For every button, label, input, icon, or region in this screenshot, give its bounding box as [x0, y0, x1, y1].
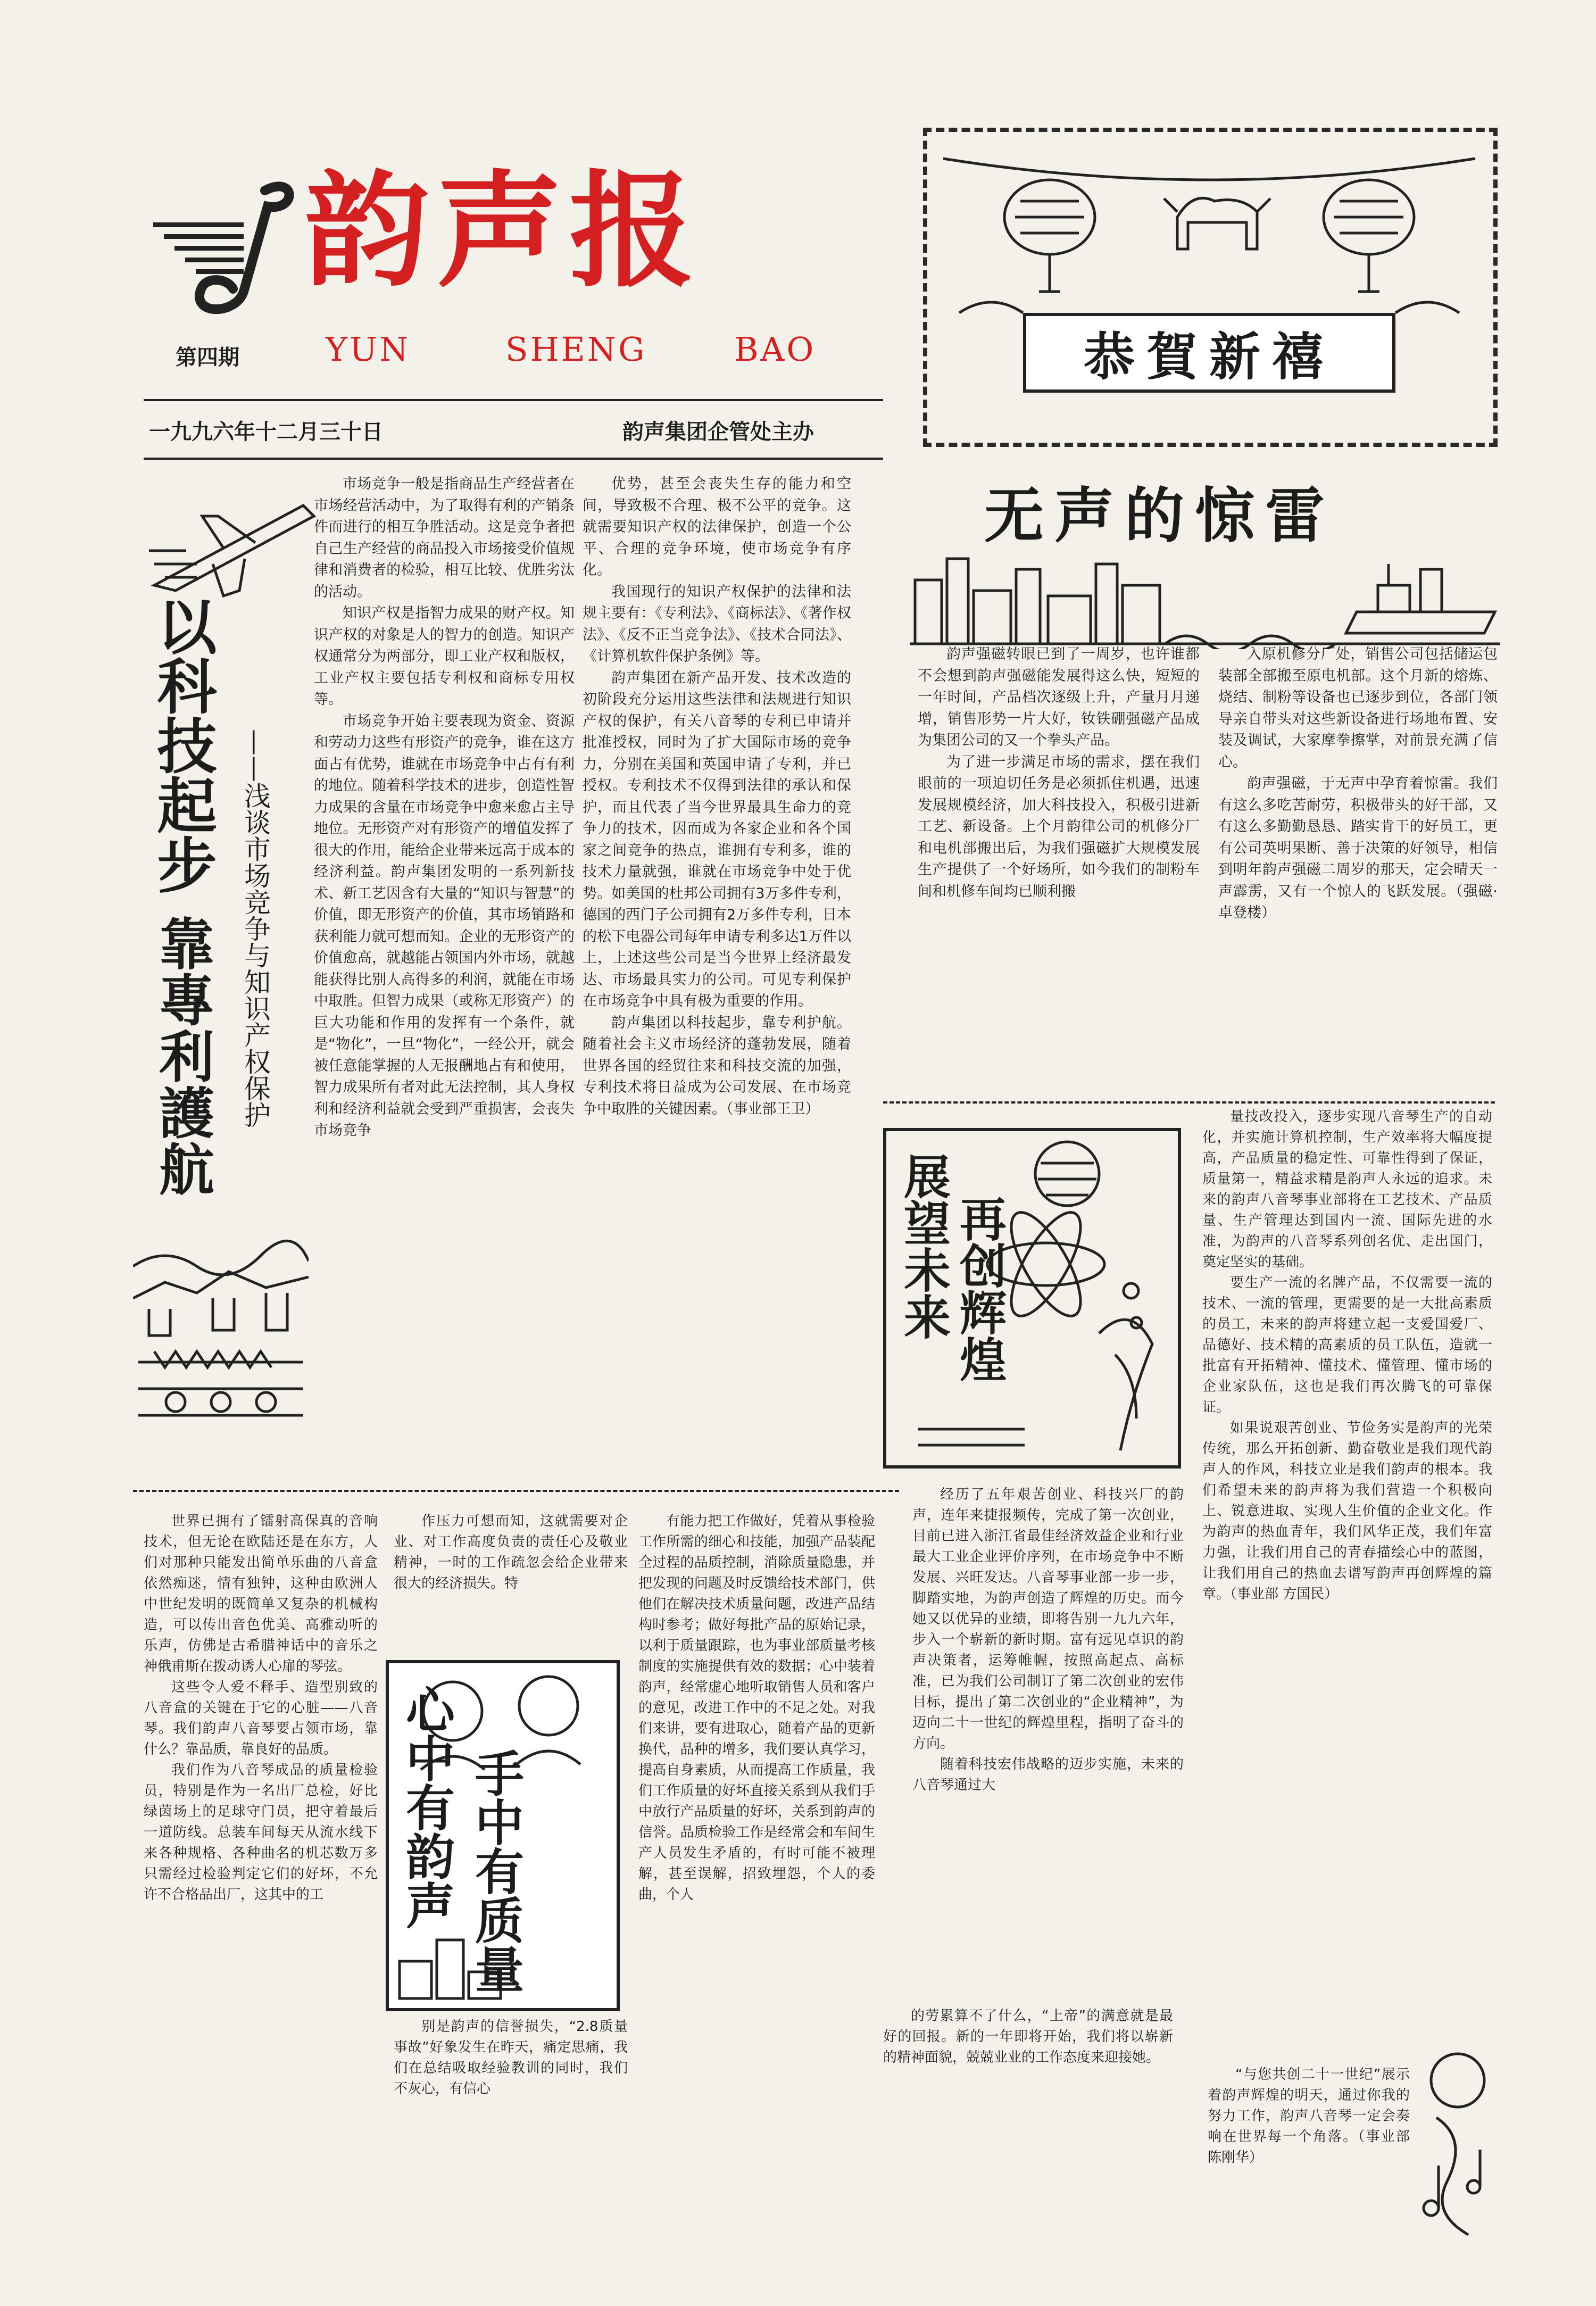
greeting-banner — [1023, 313, 1395, 393]
newspaper-title: 韵声报 — [304, 159, 702, 304]
music-note-logo-icon — [143, 169, 302, 318]
article3-headline-left: 再创辉煌 — [952, 1195, 1007, 1382]
article4-column2-bottom — [394, 2017, 628, 2283]
article3-paragraph: 如果说艰苦创业、节俭务实是韵声的光荣传统，那么开拓创新、勤奋敬业是我们现代韵声人的作风，科技立业是我们韵声的根本。我们希望未来的韵声将为我们营造一个积极向上、锐意进取、实现人生价值的企业文化。作为韵声的热血青年，我们风华正茂，我们年富力强，让我们用自己的青春描绘心中的蓝图，让我们用自己的热血去谱写韵声再创辉煌的篇章。（事业部 方国民） — [1202, 1420, 1492, 1602]
article1-paragraph: 韵声集团以科技起步，靠专利护航。随着社会主义市场经济的蓬勃发展，随着世界各国的经贸往来和科技交流的加强，专利技术将日益成为公司发展、在市场竞争中取胜的关键因素。（事业部王卫） — [583, 1014, 851, 1117]
article1-paragraph: 市场竞争一般是指商品生产经营者在市场经营活动中，为了取得有利的产销条件而进行的相互争胜活动。这是竞争者把自己生产经营的商品投入市场接受价值规律和消费者的检验，相互比较、优胜劣汰的活动。 — [314, 476, 575, 600]
article1-column1 — [314, 474, 575, 1484]
article1-subtitle: ——浅谈市场竞争与知识产权保护 — [240, 729, 271, 1128]
article4-paragraph: 别是韵声的信誉损失，“2.8质量事故”好象发生在昨天，痛定思痛，我们在总结吸取经验教训的同时，我们不灰心，有信心 — [394, 2019, 628, 2097]
article3-paragraph: 量技改投入，逐步实现八音琴生产的自动化，并实施计算机控制，生产效率将大幅度提高，产品质量的稳定性、可靠性得到了保证，质量第一，精益求精是韵声人永远的追求。未来的韵声八音琴事业部将在工艺技术、产品质量、生产管理达到国内一流、国际先进的水准，为韵声的八音琴系列创名优、走出国门，奠定坚实的基础。 — [1202, 1109, 1492, 1270]
article4-paragraph: 作压力可想而知，这就需要对企业、对工作高度负责的责任心及敬业精神，一时的工作疏忽会给企业带来很大的经济损失。特 — [394, 1513, 628, 1591]
article1-paragraph: 我国现行的知识产权保护的法律和法规主要有：《专利法》、《商标法》、《著作权法》、《反不正当竞争法》、《技术合同法》、《计算机软件保护条例》等。 — [583, 583, 851, 665]
article2-paragraph: 韵声强磁，于无声中孕育着惊雷。我们有这么多吃苦耐劳，积极带头的好干部，又有这么多勤勤恳恳、踏实肯干的好员工，更有公司英明果断、善于决策的好领导，相信到明年韵声强磁二周岁的那天，定会晴天一声霹雳，又有一个惊人的飞跃发展。（强磁·卓登楼） — [1218, 775, 1498, 921]
article4-column3 — [638, 1511, 875, 2293]
article2-paragraph: 为了进一步满足市场的需求，摆在我们眼前的一项迫切任务是必须抓住机遇，迅速发展规模经济，加大科技投入，积极引进新工艺、新设备。上个月韵律公司的机修分厂和电机部搬出后，为我们强磁扩大规模发展生产提供了一个好场所，如今我们的制粉车间和机修车间均已顺利搬 — [918, 753, 1200, 900]
lantern-ox-illustration-icon — [927, 137, 1493, 329]
city-port-illustration — [910, 543, 1500, 649]
article3-headline-box — [883, 1128, 1181, 1469]
article1-column2 — [583, 474, 851, 1484]
article2-paragraph: 韵声强磁转眼已到了一周岁，也许谁都不会想到韵声强磁能发展得这么快，短短的一年时间，产品档次逐级上升，产量月月递增，销售形势一片大好，钕铁硼强磁产品成为集团公司的又一个拳头产品。 — [918, 646, 1200, 749]
article2-column2 — [1218, 644, 1498, 1080]
article2-column1 — [918, 644, 1200, 1080]
article3-paragraph: 随着科技宏伟战略的迈步实施，未来的八音琴通过大 — [912, 1756, 1184, 1793]
article4-column2-top — [394, 1511, 628, 1655]
article4-paragraph: 有能力把工作做好，凭着从事检验工作所需的细心和技能，加强产品装配全过程的品质控制，消除质量隐患，并把发现的问题及时反馈给技术部门，供他们在解决技术质量问题，改进产品结构时参考；做好每批产品的原始记录，以利于质量跟踪，也为事业部质量考核制度的实施提供有效的数据；心中装着韵声，经常虚心地听取销售人员和客户的意见，改进工作中的不足之处。对我们来讲，要有进取心，随着产品的更新换代，品种的增多，我们要认真学习，提高自身素质，从而提高工作质量，我们工作质量的好坏直接关系到从我们手中放行产品质量的好坏，关系到韵声的信誉。品质检验工作是经常会和车间生产人员发生矛盾的，有时可能不被理解，甚至误解，招致埋怨，个人的委曲，个人 — [638, 1513, 875, 1903]
article4-paragraph: 世界已拥有了镭射高保真的音响技术，但无论在欧陆还是在东方，人们对那种只能发出简单乐曲的八音盒依然痴迷，情有独钟，这种由欧洲人中世纪发明的既简单又复杂的机械构造，可以传出音色优美、高雅动听的乐声，仿佛是古希腊神话中的音乐之神俄甫斯在拨动诱人心扉的琴弦。 — [144, 1513, 378, 1674]
pinyin-sheng: SHENG — [505, 330, 647, 369]
music-notes-wreath-icon — [1410, 2048, 1500, 2251]
issue-number: 第四期 — [176, 345, 239, 370]
jet-plane-icon — [144, 484, 325, 601]
article3-divider — [883, 1101, 1495, 1104]
city-skyline-ship-icon — [910, 543, 1500, 649]
article1-paragraph: 市场竞争开始主要表现为资金、资源和劳动力这些有形资产的竞争，谁在这方面占有优势，谁就在市场竞争中占有有利的地位。随着科学技术的进步，创造性智力成果的含量在市场竞争中愈来愈占主导地位。无形资产对有形资产的增值发挥了很大的作用，能给企业带来远高于成本的经济利益。韵声集团发明的一系列新技术、新工艺因含有大量的“知识与智慧”的价值，即无形资产的价值，其市场销路和获利能力就可想而知。企业的无形资产的价值愈高，就越能占领国内外市场，就越能获得比别人高得多的利润，就能在市场中取胜。但智力成果（或称无形资产）的巨大功能和作用的发挥有一个条件，就是“物化”，一旦“物化”，一经公开，就会被任意能掌握的人无报酬地占有和使用，智力成果所有者对此无法控制，其人身权利和经济利益就会受到严重损害，会丧失市场竞争 — [314, 712, 575, 1139]
article1-headline-second: 靠專利護航 — [149, 915, 214, 1197]
article1-paragraph: 优势，甚至会丧失生存的能力和空间，导致极不合理、极不公平的竞争。这就需要知识产权的法律保护，创造一个公平、合理的竞争环境，使市场竞争有序化。 — [583, 476, 851, 578]
greeting-text: 恭賀新禧 — [1084, 326, 1335, 387]
pinyin-yun: YUN — [326, 330, 411, 369]
article4-column1 — [144, 1511, 378, 2293]
article3-paragraph: 要生产一流的名牌产品，不仅需要一流的技术、一流的管理，更需要的是一大批高素质的员工，未来的韵声将建立起一支爱国爱厂、品德好、技术精的高素质的员工队伍，造就一批富有开拓精神、懂技术、懂管理、懂市场的企业家队伍，这也是我们再次腾飞的可靠保证。 — [1202, 1275, 1492, 1415]
article3-headline-right: 展望未来 — [896, 1152, 951, 1340]
article3-paragraph: 经历了五年艰苦创业、科技兴厂的韵声，连年来捷报频传，完成了第一次创业，目前已进入浙江省最佳经济效益企业和行业最大工业企业评价序列，在市场竞争中不断发展、兴旺发达。八音琴事业部一步一步，脚踏实地，为韵声创造了辉煌的历史。而今她又以优异的业绩，即将告别一九九六年，步入一个崭新的新时期。富有远见卓识的韵声决策者，运筹帷幄，按照高起点、高标准，已为我们公司制订了第二次创业的宏伟目标，提出了第二次创业的“企业精神”，为迈向二十一世纪的辉煌里程，指明了奋斗的方向。 — [912, 1487, 1184, 1752]
article4-paragraph: 这些令人爱不释手、造型别致的八音盒的关键在于它的心脏——八音琴。我们韵声八音琴要占领市场，靠什么？靠品质，靠良好的品质。 — [144, 1679, 378, 1757]
article3-column-left — [912, 1484, 1184, 2017]
masthead-rule-bottom — [144, 458, 883, 460]
closing-paragraph: “与您共创二十一世纪”展示着韵声辉煌的明天，通过你我的努力工作，韵声八音琴一定会奏响在世界每一个角落。（事业部 陈刚华） — [1208, 2067, 1410, 2166]
great-wall-icon — [133, 1234, 309, 1442]
issue-date: 一九九六年十二月三十日 — [149, 420, 383, 444]
publisher-line: 韵声集团企管处主办 — [622, 420, 814, 444]
new-year-greeting-box — [923, 128, 1498, 447]
masthead-logo — [143, 169, 302, 318]
article4-column4 — [883, 2006, 1173, 2283]
article4-paragraph: 我们作为八音琴成品的质量检验员，特别是作为一名出厂总检，好比绿茵场上的足球守门员，把守着最后一道防线。总装车间每天从流水线下来各种规格、各种曲名的机芯数万多只需经过检验判定它们的好坏，不允许不合格品出厂，这其中的工 — [144, 1762, 378, 1903]
article4-paragraph: 的劳累算不了什么，“上帝”的满意就是最好的回报。新的一年即将开始，我们将以崭新的精神面貌，兢兢业业的工作态度来迎接她。 — [883, 2008, 1173, 2066]
closing-text — [1208, 2064, 1410, 2288]
pinyin-bao: BAO — [734, 330, 816, 369]
article1-paragraph: 韵声集团在新产品开发、技术改造的初阶段充分运用这些法律和法规进行知识产权的保护，有关八音琴的专利已申请并批准授权，同时为了扩大国际市场的竞争力，分别在美国和英国申请了专利，并已授权。专利技术不仅得到法律的承认和保护，而且代表了当今世界最具生命力的竞争力的技术，因而成为各家企业和各个国家之间竞争的热点，谁拥有专利多，谁的技术力量就强，谁就在市场竞争中处于优势。如美国的杜邦公司拥有3万多件专利，德国的西门子公司拥有2万多件专利，日本的松下电器公司每年申请专利多达1万件以上，上述这些公司是当今世界上经济最发达、市场最具实力的公司。可见专利保护在市场竞争中具有极为重要的作用。 — [583, 669, 851, 1009]
article4-headline-second: 手中有质量 — [467, 1748, 524, 1993]
article4-headline-box — [386, 1660, 620, 2011]
article4-divider — [133, 1490, 899, 1492]
article4-headline-first: 心中有韵声 — [398, 1685, 455, 1929]
article2-headline: 无声的惊雷 — [984, 481, 1335, 551]
jet-illustration — [144, 484, 325, 601]
article2-paragraph: 入原机修分厂处，销售公司包括储运包装部全部搬至原电机部。这个月新的熔炼、烧结、制粉等设备也已逐步到位，各部门领导亲自带头对这些新设备进行场地布置、安装及调试，大家摩拳擦掌，对前景充满了信心。 — [1218, 646, 1498, 770]
article1-headline-main: 以科技起步 — [147, 596, 217, 894]
article1-paragraph: 知识产权是指智力成果的财产权。知识产权的对象是人的智力的创造。知识产权通常分为两部分，即工业产权和版权，工业产权主要包括专利权和商标专用权等。 — [314, 605, 575, 708]
article3-column-right — [1202, 1107, 1492, 2059]
masthead-rule-top — [144, 399, 883, 401]
great-wall-illustration — [133, 1234, 309, 1442]
music-decoration — [1410, 2048, 1500, 2251]
